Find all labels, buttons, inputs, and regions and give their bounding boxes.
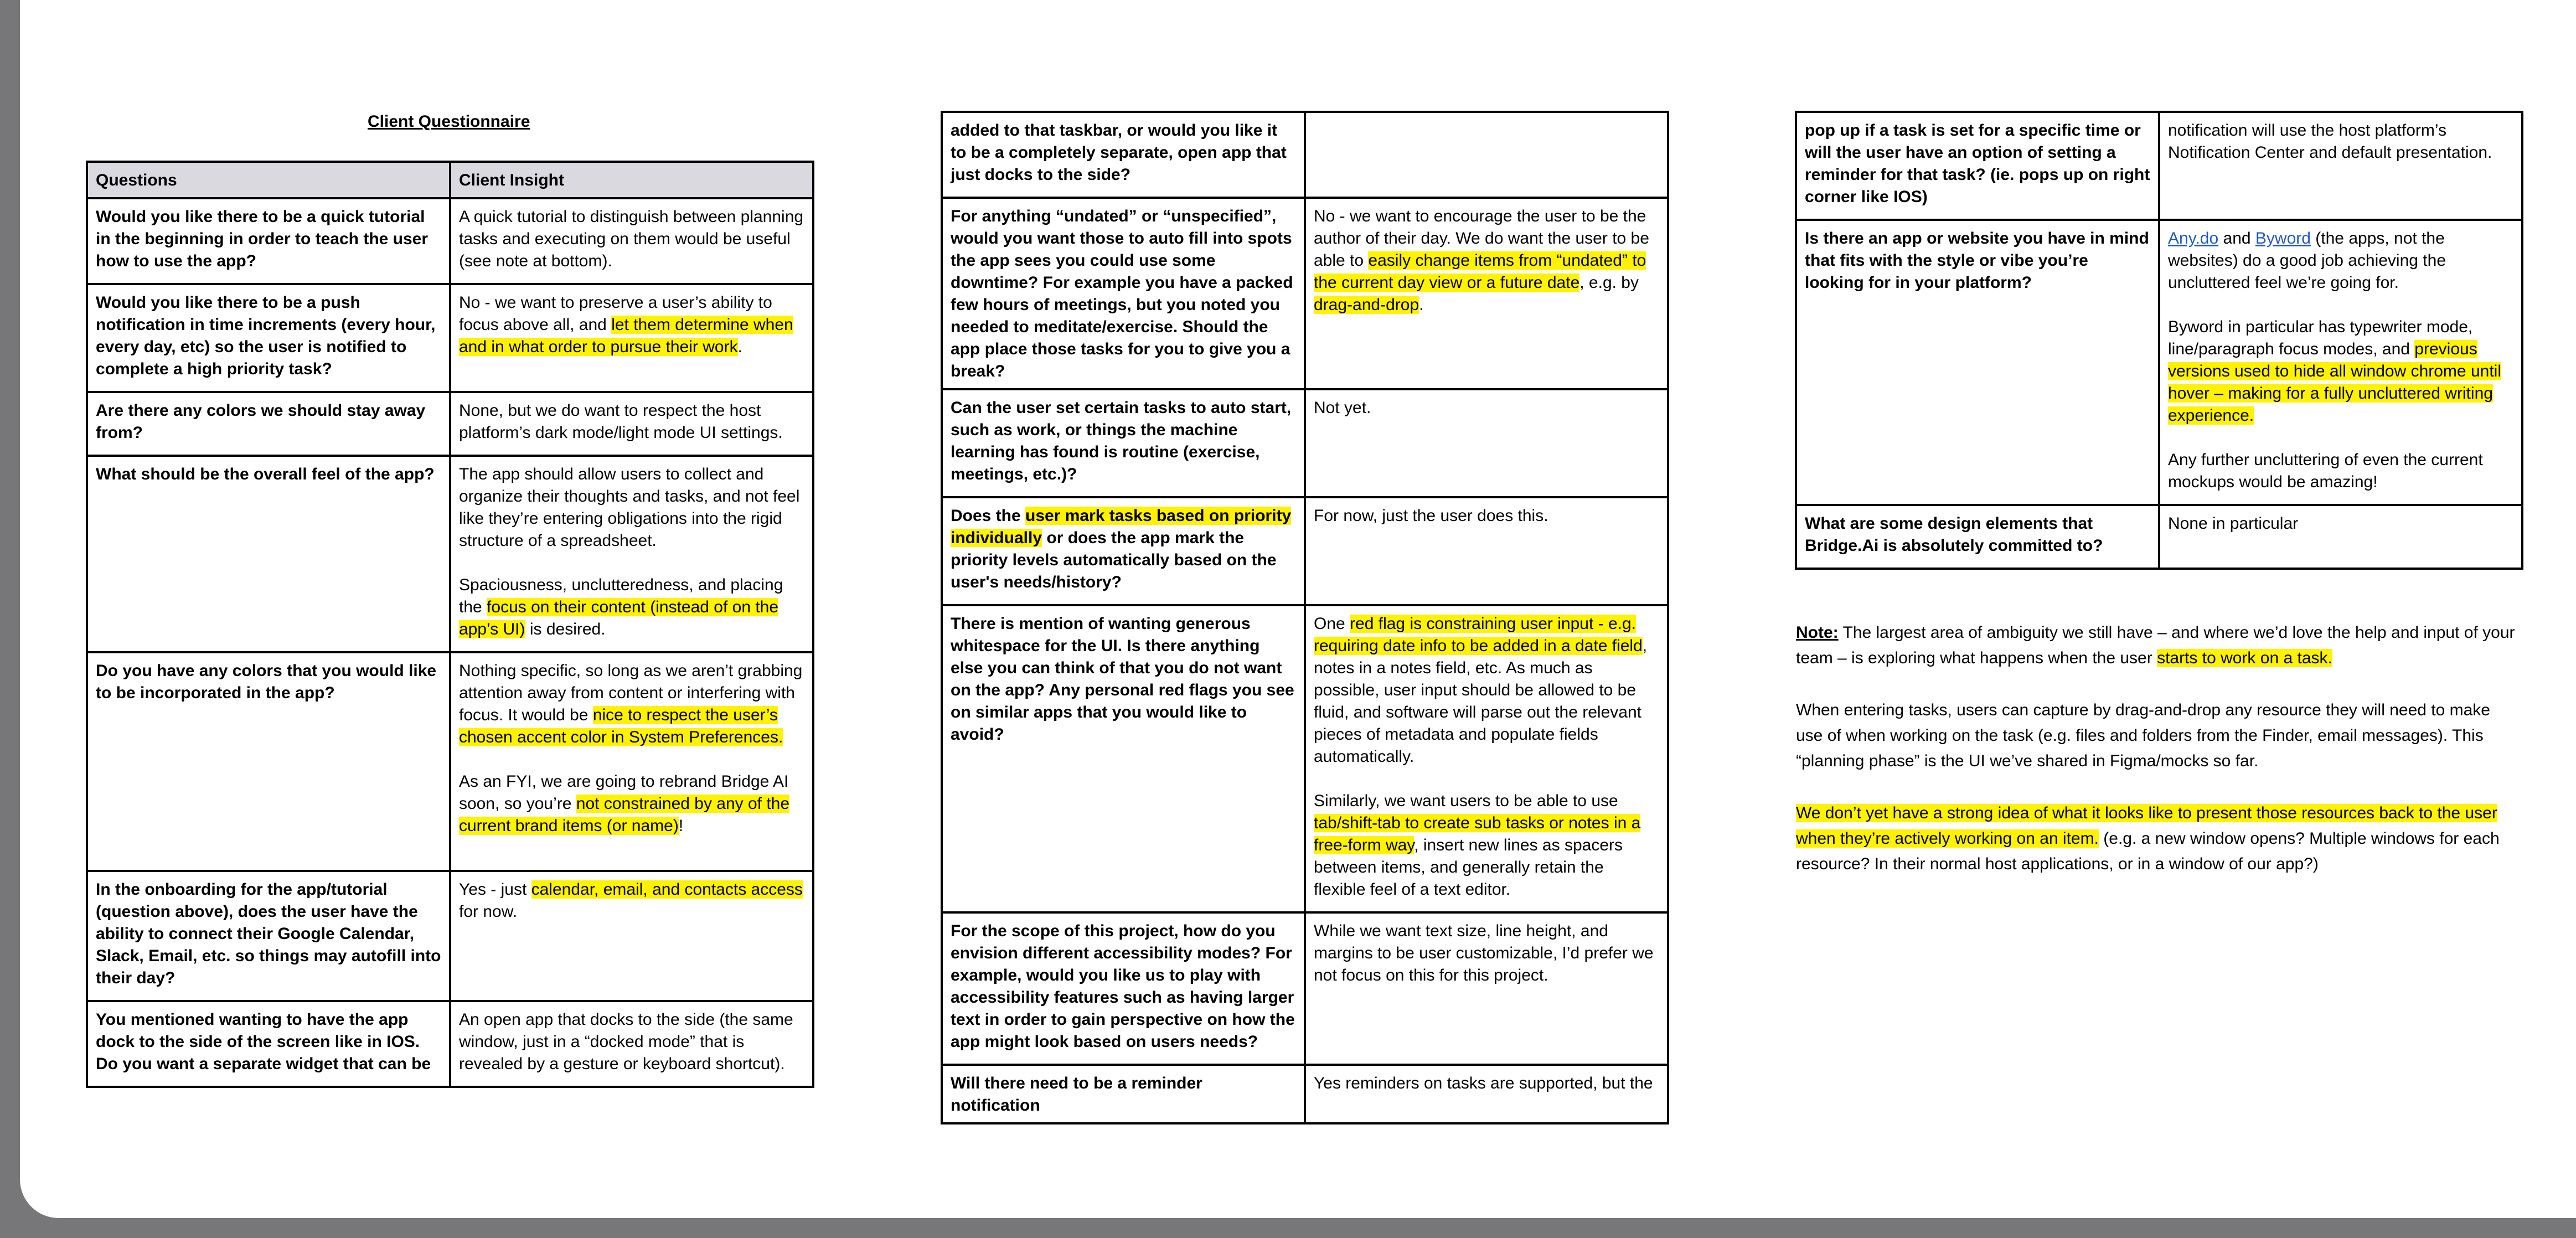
note-paragraph <box>1796 801 2521 877</box>
question-cell: You mentioned wanting to have the app dock to the side of the screen like in IOS. Do you want a separate widget that can be <box>87 1001 450 1087</box>
answer-cell <box>450 456 813 652</box>
question-text: or does the app mark the priority levels automatically based on the user's needs/history? <box>951 529 1277 591</box>
document-page-strip <box>20 0 2576 1218</box>
answer-paragraph <box>1314 790 1659 901</box>
answer-paragraph: The app should allow users to collect and organize their thoughts and tasks, and not feel like they’re entering obligations into the rigid structure of a spreadsheet. <box>459 465 800 550</box>
answer-cell: Not yet. <box>1305 389 1668 497</box>
question-cell: Would you like there to be a push notification in time increments (every hour, every day, etc) so the user is notified to complete a high priority task? <box>87 284 450 392</box>
answer-text: Byword in particular has typewriter mode, line/paragraph focus modes, and <box>2168 318 2473 358</box>
answer-text: Similarly, we want users to be able to use <box>1314 792 1618 810</box>
question-cell: There is mention of wanting generous whitespace for the UI. Is there anything else you can think of that you do not want on the app? Any personal red flags you see on similar apps that you would like to avoid? <box>942 605 1305 912</box>
answer-cell: None, but we do want to respect the host platform’s dark mode/light mode UI settings. <box>450 392 813 456</box>
question-cell: In the onboarding for the app/tutorial (question above), does the user have the ability to connect their Google Calendar, Slack, Email, etc. so things may autofill into their day? <box>87 871 450 1001</box>
answer-cell <box>1305 605 1668 912</box>
highlighted-text: easily change items from “undated” to the current day view or a future date <box>1314 251 1646 292</box>
answer-text: No - we want to preserve a user’s ability to focus above all, and <box>459 293 772 334</box>
answer-text: , insert new lines as spacers between items, and generally retain the flexible feel of a text editor. <box>1314 836 1623 899</box>
answer-paragraph: Any further uncluttering of even the current mockups would be amazing! <box>2168 451 2483 491</box>
note-text: (e.g. a new window opens? Multiple windows for each resource? In their normal host applications, or in a window of our app?) <box>1796 829 2500 873</box>
table-row <box>87 392 813 456</box>
table-row <box>942 497 1668 605</box>
answer-text: (the apps, not the websites) do a good job achieving the uncluttered feel we’re going for. <box>2168 229 2446 292</box>
answer-text: for now. <box>459 902 518 921</box>
question-cell: Do you have any colors that you would like to be incorporated in the app? <box>87 652 450 871</box>
answer-paragraph <box>1314 613 1659 768</box>
answer-cell: Yes reminders on tasks are supported, but the <box>1305 1065 1668 1123</box>
question-cell: What should be the overall feel of the app? <box>87 456 450 652</box>
table-row <box>1796 505 2522 569</box>
question-cell: pop up if a task is set for a specific time or will the user have an option of setting a reminder for that task? (ie. pops up on right corner like IOS) <box>1796 112 2159 220</box>
questionnaire-table-page-2 <box>941 111 1669 1124</box>
question-cell: Are there any colors we should stay away from? <box>87 392 450 456</box>
questionnaire-table-page-3 <box>1795 111 2523 570</box>
answer-cell: None in particular <box>2159 505 2522 569</box>
answer-text: One <box>1314 615 1350 633</box>
note-text: The largest area of ambiguity we still have – and where we’d love the help and input of your team – is exploring what happens when the user <box>1796 623 2515 667</box>
anydo-link[interactable]: Any.do <box>2168 229 2219 247</box>
highlighted-text: previous versions used to hide all window chrome until hover – making for a fully uncluttered writing experience. <box>2168 340 2501 425</box>
answer-cell <box>450 652 813 871</box>
answer-text: As an FYI, we are going to rebrand Bridge AI soon, so you’re <box>459 772 789 813</box>
question-cell <box>942 497 1305 605</box>
answer-paragraph <box>2168 316 2513 427</box>
question-cell: Is there an app or website you have in mind that fits with the style or vibe you’re looking for in your platform? <box>1796 220 2159 505</box>
highlighted-text: drag-and-drop <box>1314 296 1419 314</box>
answer-cell <box>450 871 813 1001</box>
highlighted-text: not constrained by any of the current brand items (or name) <box>459 795 790 835</box>
question-cell: For anything “undated” or “unspecified”, would you want those to auto fill into spots the app sees you could use some downtime? For example you have a packed few hours of meetings, but you noted you needed to meditate/exercise. Should the app place those tasks for you to give you a break? <box>942 198 1305 389</box>
questionnaire-table-page-1 <box>86 161 814 1088</box>
header-questions: Questions <box>87 162 450 198</box>
question-cell: Will there need to be a reminder notification <box>942 1065 1305 1123</box>
answer-text: No - we want to encourage the user to be the author of their day. We do want the user to be able to <box>1314 207 1649 270</box>
question-text: Does the <box>951 507 1026 525</box>
answer-text: and <box>2218 229 2255 247</box>
header-client-insight: Client Insight <box>450 162 813 198</box>
answer-text: , e.g. by <box>1579 274 1639 292</box>
table-row <box>942 605 1668 912</box>
byword-link[interactable]: Byword <box>2255 229 2311 247</box>
answer-text: Yes - just <box>459 880 531 899</box>
question-cell: Would you like there to be a quick tutorial in the beginning in order to teach the user how to use the app? <box>87 198 450 284</box>
question-cell: added to that taskbar, or would you like it to be a completely separate, open app that just docks to the side? <box>942 112 1305 198</box>
answer-text: . <box>1419 296 1424 314</box>
answer-cell <box>1305 198 1668 389</box>
answer-paragraph <box>2168 228 2513 294</box>
note-paragraph: When entering tasks, users can capture by drag-and-drop any resource they will need to make use of when working on the task (e.g. files and folders from the Finder, email messages). This “planning phase” is the UI we’ve shared in Figma/mocks so far. <box>1796 701 2490 770</box>
answer-paragraph <box>459 660 804 749</box>
highlighted-text: starts to work on a task. <box>2157 649 2332 667</box>
table-row <box>1796 112 2522 220</box>
highlighted-text: calendar, email, and contacts access <box>531 880 803 899</box>
answer-text: Spaciousness, unclutteredness, and placing the <box>459 576 783 616</box>
table-row <box>87 652 813 871</box>
question-cell: Can the user set certain tasks to auto start, such as work, or things the machine learning has found is routine (exercise, meetings, etc.)? <box>942 389 1305 497</box>
highlighted-text: red flag is constraining user input - e.g. requiring date info to be added in a date field <box>1314 615 1643 655</box>
table-row <box>942 1065 1668 1123</box>
table-header-row <box>87 162 813 198</box>
highlighted-text: let them determine when and in what order to pursue their work <box>459 316 793 356</box>
question-cell: What are some design elements that Bridge.Ai is absolutely committed to? <box>1796 505 2159 569</box>
table-row <box>942 112 1668 198</box>
table-row <box>87 456 813 652</box>
table-row <box>942 389 1668 497</box>
answer-text: . <box>737 338 742 356</box>
page-title: Client Questionnaire <box>368 112 530 131</box>
table-row <box>942 912 1668 1065</box>
answer-cell: A quick tutorial to distinguish between planning tasks and executing on them would be useful (see note at bottom). <box>450 198 813 284</box>
answer-cell: For now, just the user does this. <box>1305 497 1668 605</box>
answer-cell: An open app that docks to the side (the same window, just in a “docked mode” that is revealed by a gesture or keyboard shortcut). <box>450 1001 813 1087</box>
table-row <box>87 871 813 1001</box>
answer-text: ! <box>678 817 684 835</box>
table-row <box>942 198 1668 389</box>
answer-paragraph <box>459 771 804 837</box>
answer-text: is desired. <box>525 620 606 638</box>
answer-cell: While we want text size, line height, and margins to be user customizable, I’d prefer we not focus on this for this project. <box>1305 912 1668 1065</box>
table-row <box>1796 220 2522 505</box>
highlighted-text: We don’t yet have a strong idea of what it looks like to present those resources back to the user when they’re actively working on an item. <box>1796 804 2497 848</box>
table-row <box>87 284 813 392</box>
highlighted-text: nice to respect the user’s chosen accent color in System Preferences. <box>459 706 783 746</box>
answer-cell: notification will use the host platform’s Notification Center and default presentation. <box>2159 112 2522 220</box>
note-paragraph <box>1796 620 2521 671</box>
note-label: Note: <box>1796 623 1839 642</box>
table-row <box>87 198 813 284</box>
answer-paragraph <box>459 574 804 641</box>
answer-text: , notes in a notes field, etc. As much as possible, user input should be allowed to be fluid, and software will parse out the relevant pieces of metadata and populate fields automatically. <box>1314 637 1648 766</box>
answer-cell <box>1305 112 1668 198</box>
table-row <box>87 1001 813 1087</box>
question-cell: For the scope of this project, how do you envision different accessibility modes? For example, would you like us to play with accessibility features such as having larger text in order to gain perspective on how the app might look based on users needs? <box>942 912 1305 1065</box>
highlighted-text: focus on their content (instead of on the app’s UI) <box>459 598 779 638</box>
answer-cell <box>2159 220 2522 505</box>
highlighted-text: tab/shift-tab to create sub tasks or notes in a free-form way <box>1314 814 1641 854</box>
answer-cell <box>450 284 813 392</box>
notes-section <box>1796 620 2521 904</box>
answer-text: Nothing specific, so long as we aren’t grabbing attention away from content or interfering with focus. It would be <box>459 662 803 724</box>
highlighted-text: user mark tasks based on priority individually <box>951 507 1292 547</box>
